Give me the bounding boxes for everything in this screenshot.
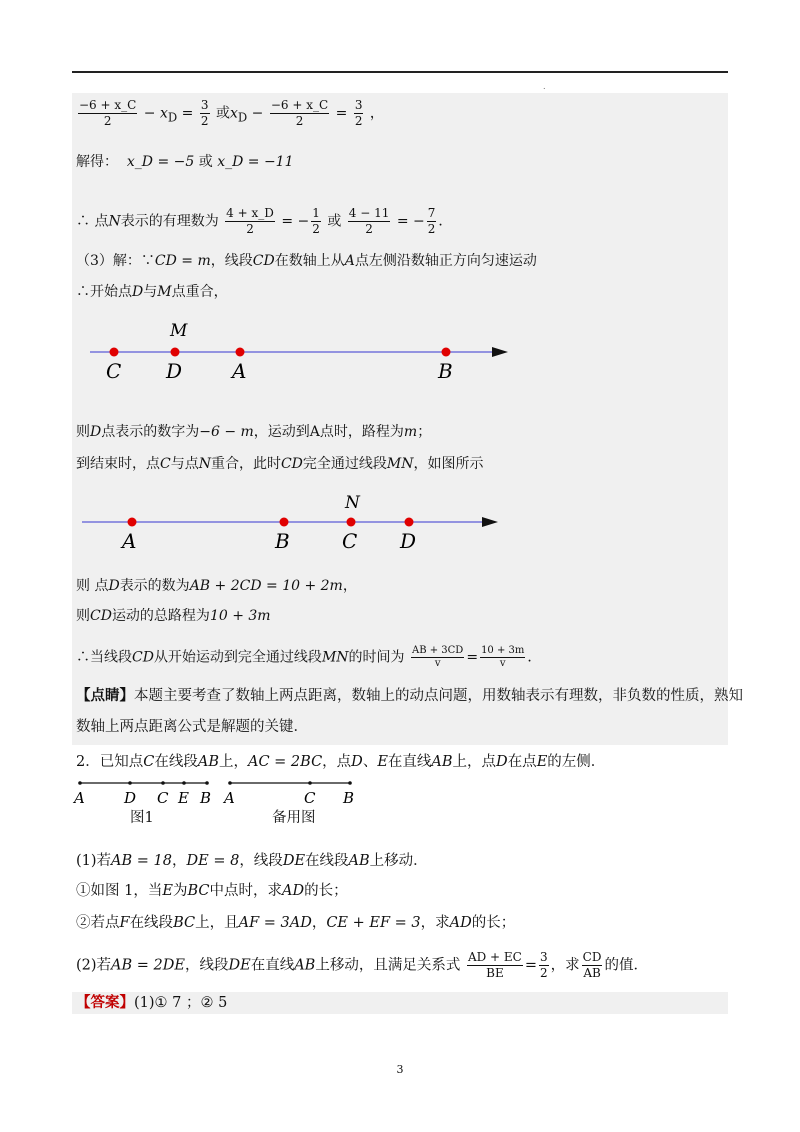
point-a [78,781,82,785]
fraction-8: $\frac{7}{2}$ [427,206,436,236]
label-d: D [400,529,417,553]
point-c [161,781,165,785]
solution-line-5: ∴开始点D与M点重合， [76,284,228,300]
point-d [171,348,180,357]
number-line-figure-1 [80,318,520,388]
solution-line-7: 到结束时，点C与点N重合，此时CD完全通过线段MN，如图所示 [76,456,484,472]
point-d [128,781,132,785]
answer-bracket: 【答案】 [76,994,134,1011]
part-1-line: (1)若AB = 18，DE = 8，线段DE在线段AB上移动． [76,853,428,869]
fraction-3: $\frac{-6 + x\_C}{2}$ [270,98,329,128]
label-d: D [166,359,183,383]
question-2-line: 2．已知点C在线段AB上，AC = 2BC，点D、E在直线AB上，点D在点E的左侧． [76,754,606,770]
arrow-head [492,347,508,357]
label-c: C [106,359,122,383]
label-d: D [124,789,137,807]
solution-line-8: 则 点D表示的数为AB + 2CD = 10 + 2m， [76,578,357,594]
page-number: 3 [396,1063,404,1076]
part-1-2-line: ②若点F在线段BC上，且AF = 3AD，CE + EF = 3，求AD的长； [76,915,516,931]
header-rule [72,71,728,73]
segment-figure-1 [70,775,220,810]
point-c [308,781,312,785]
solution-line-3: ∴ 点N表示的有理数为 $\frac{4 + x\_D}{2}$ = − $\frac{1}{2}$ 或 $\frac{4 - 11}{2}$ = − $\frac{7}{2}$ ． [76,206,453,236]
solution-line-2: 解得： x_D = −5 或 x_D = −11 [76,154,294,170]
part-1-1-line: ①如图 1，当E为BC中点时，求AD的长； [76,883,348,899]
fraction-10: $\frac{10 + 3m}{v}$ [481,645,525,669]
solution-line-10: ∴当线段CD从开始运动到完全通过线段MN的时间为 $\frac{AB + 3CD}{v}$ = $\frac{10 + 3m}{v}$ ． [76,645,542,669]
solution-line-6: 则D点表示的数字为−6 − m，运动到A点时，路程为m； [76,424,432,440]
figure-backup-caption: 备用图 [272,810,316,826]
point-a [128,518,137,527]
header-mark: . [543,82,546,91]
segment-figure-backup [220,775,370,810]
label-m: M [170,321,188,341]
label-b: B [275,529,290,553]
point-c [110,348,119,357]
label-b: B [200,789,212,807]
label-c: C [342,529,358,553]
fraction-9: $\frac{AB + 3CD}{v}$ [411,645,464,669]
point-a [236,348,245,357]
answer-line: 【答案】(1)① 7 ；② 5 [76,994,228,1011]
point-b [280,518,289,527]
solution-line-4: （3）解：∵CD = m，线段CD在数轴上从A点左侧沿数轴正方向匀速运动 [76,253,537,269]
note-line-2: 数轴上两点距离公式是解题的关键． [76,719,308,735]
fraction-5: $\frac{4 + x\_D}{2}$ [226,206,274,236]
fraction-7: $\frac{4 - 11}{2}$ [348,206,390,236]
fraction-1: $\frac{-6 + x\_C}{2}$ [79,98,137,128]
fraction-4: $\frac{3}{2}$ [354,98,363,128]
point-e [182,781,186,785]
label-e: E [178,789,189,807]
fraction-12: $\frac{3}{2}$ [540,950,548,980]
note-line-1: 【点睛】本题主要考查了数轴上两点距离，数轴上的动点问题，用数轴表示有理数，非负数的性质，熟知 [76,687,743,704]
label-b: B [438,359,453,383]
fraction-6: $\frac{1}{2}$ [312,206,320,236]
part-2-line: (2)若AB = 2DE，线段DE在直线AB上移动，且满足关系式 $\frac{AD + EC}{BE}$ = $\frac{3}{2}$ ，求 $\frac{CD}{AB}$ 的值． [76,950,648,980]
label-c: C [304,789,316,807]
label-b: B [343,789,355,807]
point-b [348,781,352,785]
fraction-2: $\frac{3}{2}$ [200,98,209,128]
point-a [228,781,232,785]
number-line-figure-2 [80,490,520,560]
label-a: A [224,789,235,807]
point-c [347,518,356,527]
arrow-head [482,517,498,527]
figure-1-caption: 图1 [130,810,154,826]
point-d [405,518,414,527]
fraction-13: $\frac{CD}{AB}$ [582,950,602,980]
fraction-11: $\frac{AD + EC}{BE}$ [467,950,522,980]
point-b [205,781,209,785]
label-n: N [345,493,360,513]
label-a: A [74,789,85,807]
solution-line-1: $\frac{-6 + x\_C}{2}$ − $x_D$ = $\frac{3}{2}$ 或$x_D$ − $\frac{-6 + x\_C}{2}$ = $\frac{3}{2}$ ， [79,98,384,128]
label-a: A [232,359,247,383]
point-b [442,348,451,357]
solution-line-9: 则CD运动的总路程为10 + 3m [76,608,271,624]
label-c: C [157,789,169,807]
label-a: A [122,529,137,553]
